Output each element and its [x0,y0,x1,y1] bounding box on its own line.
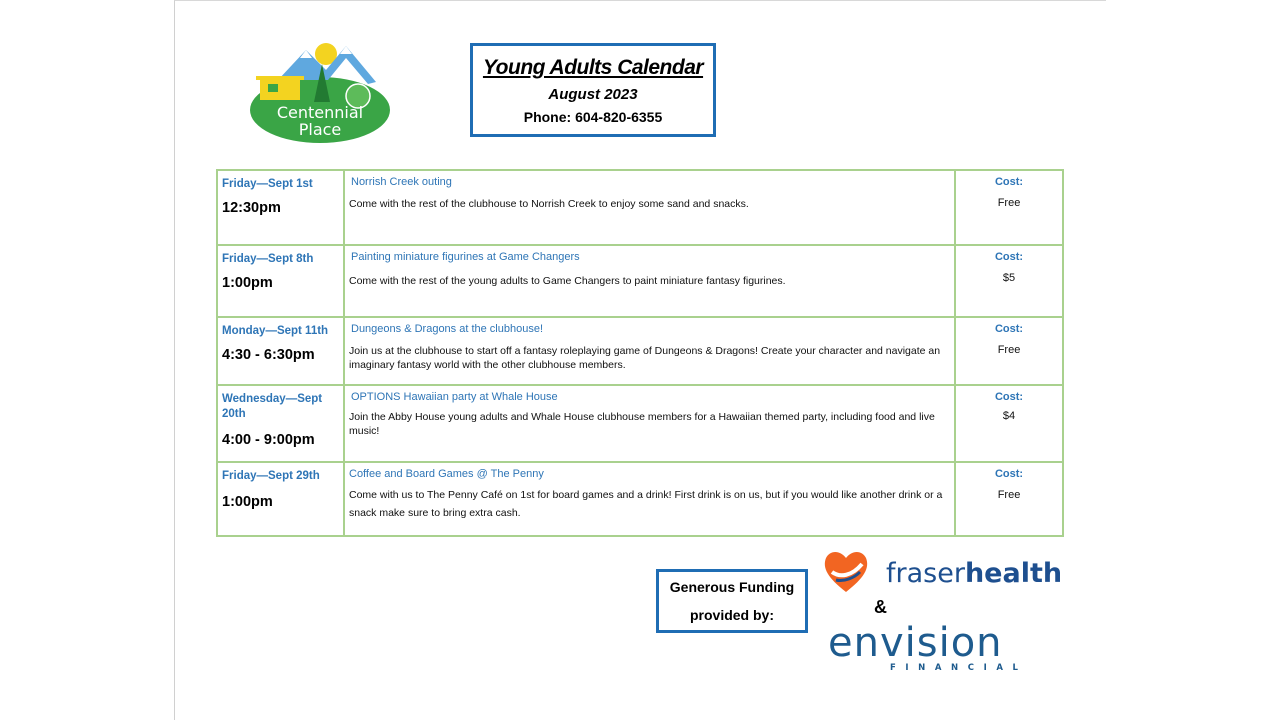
event-day: Monday—Sept 11th [222,325,329,337]
ampersand: & [874,597,887,617]
event-time: 1:00pm [222,494,273,510]
svg-text:fraserhealth [886,558,1062,589]
cost-value: Free [997,197,1021,209]
calendar-phone: Phone: 604-820-6355 [523,109,663,125]
event-cost-cell [955,462,1063,536]
event-desc-cell [344,462,955,536]
cost-label: Cost: [994,251,1024,263]
table-row [217,245,1063,317]
event-day: Friday—Sept 29th [222,470,320,482]
event-title: Norrish Creek outing [351,176,452,188]
events-table [216,169,1064,537]
cost-label: Cost: [994,468,1024,480]
event-title: Dungeons & Dragons at the clubhouse! [351,323,544,335]
calendar-title: Young Adults Calendar [482,56,704,79]
health-text: health [964,558,1063,589]
centennial-place-logo [248,40,393,144]
fraser-text: fraser [886,558,965,589]
event-time: 4:00 - 9:00pm [222,432,315,448]
event-title: OPTIONS Hawaiian party at Whale House [351,391,558,403]
table-row [217,462,1063,536]
event-time: 1:00pm [222,275,273,291]
envision-text: envision [828,620,1003,666]
cost-label: Cost: [994,176,1024,188]
event-description: Come with the rest of the young adults to Game Changers to paint miniature fantasy figurines. [349,275,786,287]
event-time: 4:30 - 6:30pm [222,347,315,363]
event-time: 12:30pm [222,200,281,216]
cost-label: Cost: [994,391,1024,403]
funding-line2: provided by: [689,607,774,623]
event-description: Come with us to The Penny Café on 1st for board games and a drink! First drink is on us, but if you would like another drink or a snack make sure to bring extra cash. [349,489,943,519]
event-description: Join us at the clubhouse to start off a fantasy roleplaying game of Dungeons & Dragons! Create your character and navigate an imaginary fantasy world with the other clubhouse members. [349,345,941,371]
event-cost-cell [955,170,1063,245]
cost-value: Free [997,344,1021,356]
event-when-cell [217,245,344,317]
event-desc-cell [344,170,955,245]
calendar-title-box [470,43,716,137]
cost-value: $4 [1002,410,1016,422]
cost-value: Free [997,489,1021,501]
event-day: Wednesday—Sept 20th [222,393,323,420]
fraser-health-logo [822,548,1063,594]
event-desc-cell [344,245,955,317]
table-row [217,317,1063,385]
event-cost-cell [955,245,1063,317]
event-cost-cell [955,317,1063,385]
event-description: Join the Abby House young adults and Whale House clubhouse members for a Hawaiian themed party, including food and live music! [349,411,935,437]
logo-line2: Place [298,120,342,139]
cost-label: Cost: [994,323,1024,335]
event-title: Coffee and Board Games @ The Penny [349,468,544,480]
table-row [217,170,1063,245]
funding-line1: Generous Funding [669,579,795,595]
financial-text: FINANCIAL [890,663,1028,673]
logo-line1: Centennial [276,103,364,122]
cost-value: $5 [1002,272,1016,284]
calendar-month: August 2023 [548,86,638,103]
event-when-cell [217,317,344,385]
funding-box [656,569,808,633]
event-day: Friday—Sept 8th [222,253,314,265]
event-cost-cell [955,385,1063,462]
event-title: Painting miniature figurines at Game Changers [351,251,580,263]
event-desc-cell [344,385,955,462]
event-when-cell [217,170,344,245]
event-desc-cell [344,317,955,385]
event-description: Come with the rest of the clubhouse to Norrish Creek to enjoy some sand and snacks. [349,198,749,210]
event-when-cell [217,385,344,462]
event-when-cell [217,462,344,536]
envision-financial-logo [828,620,1028,672]
table-row [217,385,1063,462]
event-day: Friday—Sept 1st [222,178,313,190]
